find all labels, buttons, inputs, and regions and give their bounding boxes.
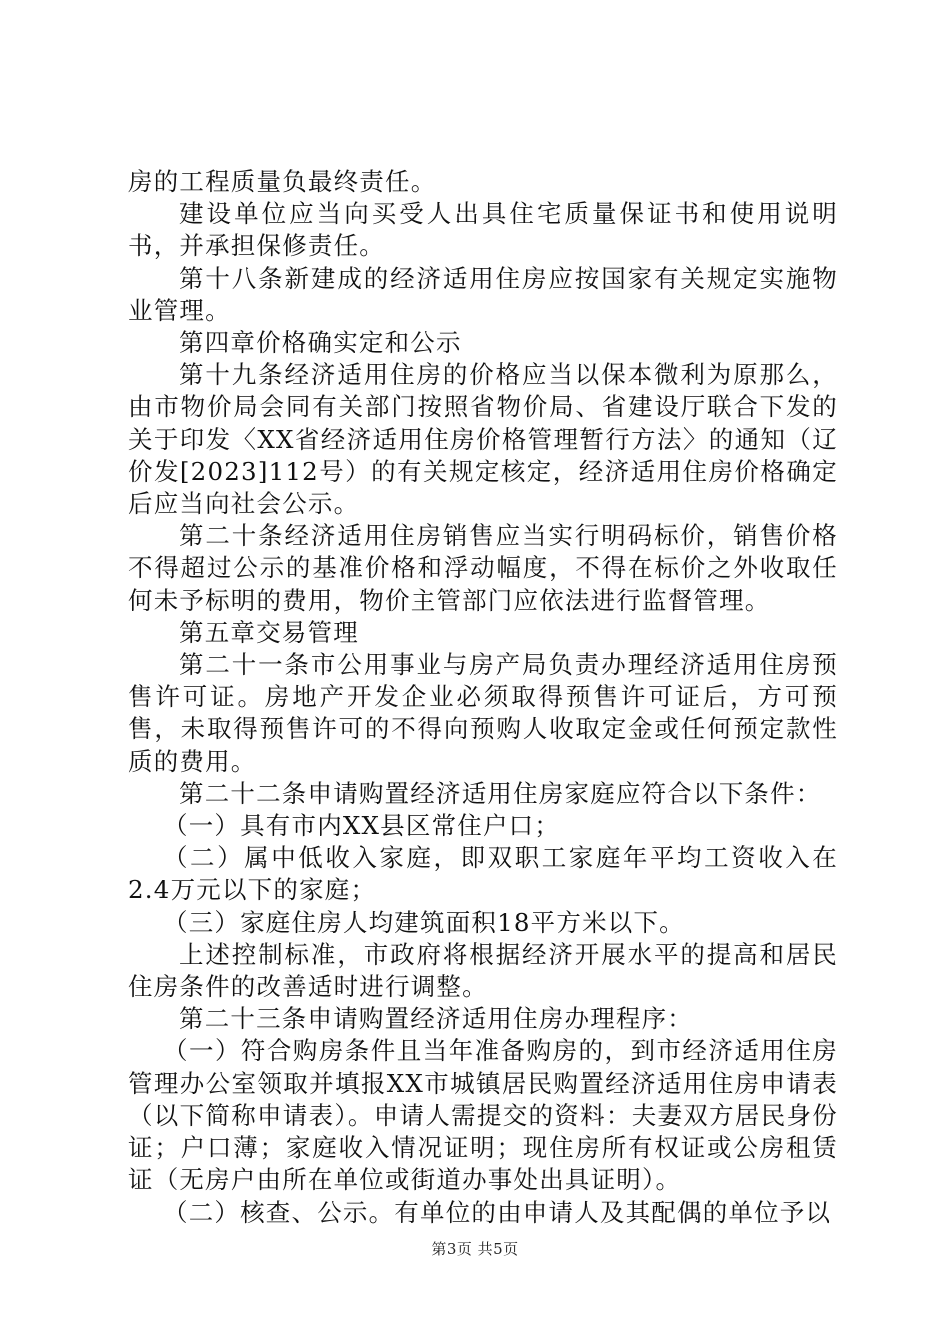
list-item-23-1: （一）符合购房条件且当年准备购房的，到市经济适用住房管理办公室领取并填报XX市城镇居民购置经济适用住房申请表（以下简称申请表）。申请人需提交的资料：夫妻双方居民身份证；户口薄；家庭收入情况证明；现住房所有权证或公房租赁证（无房户由所在单位或街道办事处出具证明）。 (128, 1036, 838, 1195)
paragraph-2: 建设单位应当向买受人出具住宅质量保证书和使用说明书，并承担保修责任。 (128, 199, 838, 261)
list-item-22-3: （三）家庭住房人均建筑面积18平方米以下。 (163, 907, 685, 937)
paragraph-article-18: 第十八条新建成的经济适用住房应按国家有关规定实施物业管理。 (128, 263, 838, 325)
page-number-label: 第3页 共5页 (431, 1240, 519, 1258)
paragraph-article-20: 第二十条经济适用住房销售应当实行明码标价，销售价格不得超过公示的基准价格和浮动幅度，不得在标价之外收取任何未予标明的费用，物价主管部门应依法进行监督管理。 (128, 521, 838, 615)
paragraph-article-19: 第十九条经济适用住房的价格应当以保本微利为原那么，由市物价局会同有关部门按照省物价局、省建设厅联合下发的关于印发〈XX省经济适用住房价格管理暂行方法〉的通知（辽价发[2023]112号）的有关规定核定，经济适用住房价格确定后应当向社会公示。 (128, 360, 838, 519)
paragraph-1: 房的工程质量负最终责任。 (128, 167, 437, 196)
document-body (128, 166, 838, 1229)
page-footer (0, 1238, 950, 1259)
paragraph-control-standard: 上述控制标准，市政府将根据经济开展水平的提高和居民住房条件的改善适时进行调整。 (128, 939, 838, 1002)
list-item-22-1: （一）具有市内XX县区常住户口； (163, 811, 561, 841)
chapter-heading-5: 第五章交易管理 (179, 617, 359, 647)
list-item-23-2: （二）核查、公示。有单位的由申请人及其配偶的单位予以 (163, 1197, 832, 1227)
paragraph-article-23: 第二十三条申请购置经济适用住房办理程序： (179, 1004, 693, 1034)
paragraph-article-21: 第二十一条市公用事业与房产局负责办理经济适用住房预售许可证。房地产开发企业必须取得预售许可证后，方可预售，未取得预售许可的不得向预购人收取定金或任何预定款性质的费用。 (128, 650, 838, 776)
list-item-22-2: （二）属中低收入家庭，即双职工家庭年平均工资收入在2.4万元以下的家庭； (128, 843, 838, 905)
paragraph-article-22: 第二十二条申请购置经济适用住房家庭应符合以下条件： (179, 778, 822, 808)
chapter-heading-4: 第四章价格确实定和公示 (179, 328, 462, 358)
